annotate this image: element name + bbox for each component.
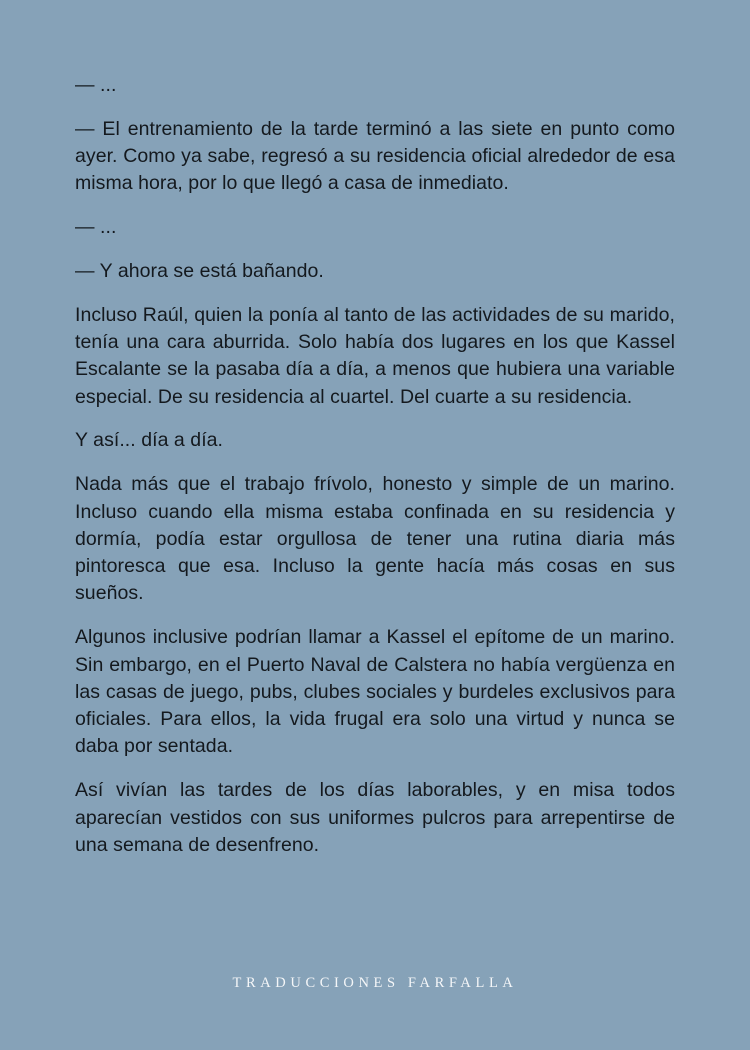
dialogue-paragraph: — ... [75,216,117,239]
dialogue-paragraph: — ... [75,74,117,96]
translator-credit-footer: TRADUCCIONES FARFALLA [232,975,518,991]
narrative-paragraph: Así vivían las tardes de los días laborables, y en misa todos aparecían vestidos con sus uniformes pulcros para arrepentirse de una semana de desenfreno. [75,779,675,856]
dialogue-paragraph: — El entrenamiento de la tarde terminó a las siete en punto como ayer. Como ya sabe, regresó a su residencia oficial alrededor de esa misma hora, por lo que llegó a casa de inmediato. [75,117,675,195]
narrative-paragraph: Nada más que el trabajo frívolo, honesto y simple de un marino. Incluso cuando ella misma estaba confinada en su residencia y dormía, podía estar orgullosa de tener una rutina diaria más pintoresca que esa. Incluso la gente hacía más cosas en sus sueños. [75,473,675,605]
narrative-paragraph: Algunos inclusive podrían llamar a Kassel el epítome de un marino. Sin embargo, en el Puerto Naval de Calstera no había vergüenza en las casas de juego, pubs, clubes sociales y burdeles exclusivos para oficiales. Para ellos, la vida frugal era solo una virtud y nunca se daba por sentada. [75,626,675,758]
document-body [75,72,675,876]
narrative-paragraph: Incluso Raúl, quien la ponía al tanto de las actividades de su marido, tenía una cara aburrida. Solo había dos lugares en los que Kassel Escalante se la pasaba día a día, a menos que hubiera una variable especial. De su residencia al cuartel. Del cuarte a su residencia. [75,303,675,408]
dialogue-paragraph: — Y ahora se está bañando. [75,259,324,282]
narrative-paragraph: Y así... día a día. [75,429,224,452]
